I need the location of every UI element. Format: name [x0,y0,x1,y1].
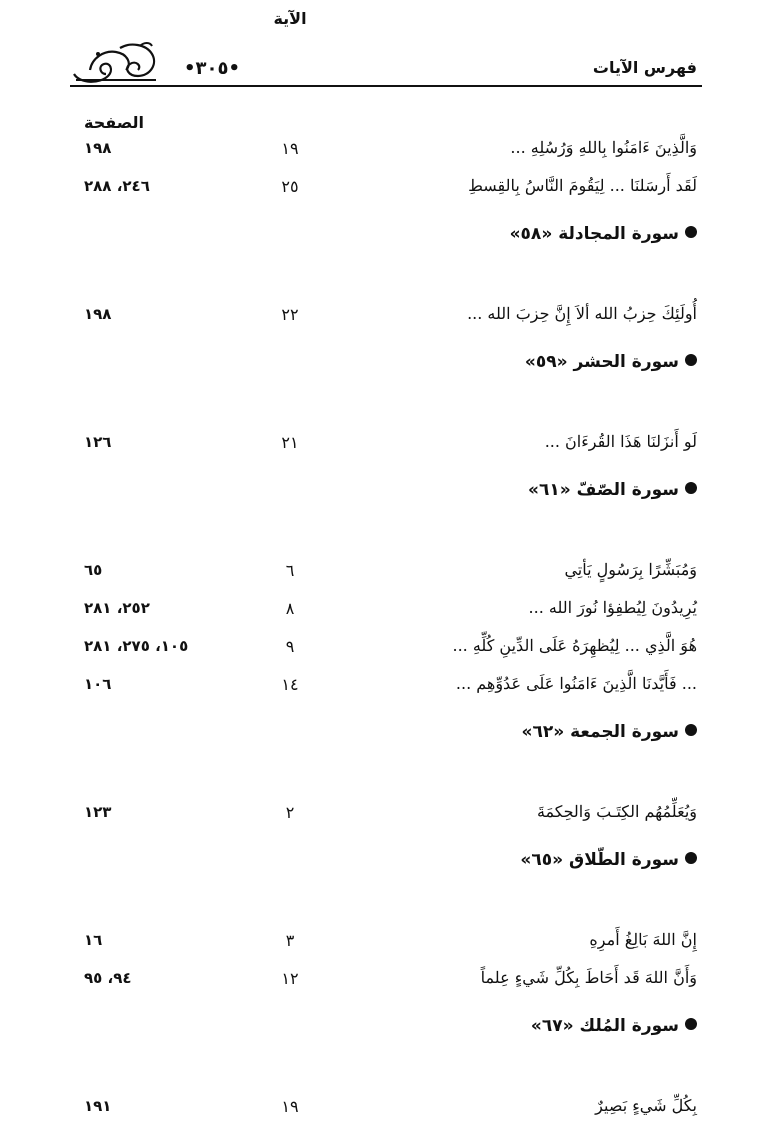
index-row [0,130,779,168]
index-row [0,794,779,832]
surah-title [525,352,697,372]
bullet-icon [685,482,697,494]
verse-text: يُرِيدُونَ لِيُطفِؤا نُورَ الله ... [528,598,697,617]
bullet-icon [685,354,697,366]
index-row [0,960,779,998]
page-numbers: ٢٤٦، ٢٨٨ [84,177,150,195]
surah-heading [0,998,779,1088]
running-title: فهرس الآيات [592,58,697,77]
page-column-header: الصفحة [84,113,145,132]
page-number: •٣٠٥• [184,58,240,79]
page-numbers: ٦٥ [84,561,103,579]
surah-title-text: سورة الطّلاق «٦٥» [520,850,679,870]
bullet-icon [685,852,697,864]
surah-title-text: سورة الجمعة «٦٢» [521,722,679,742]
surah-title [521,722,697,742]
verse-number: ١٩ [281,139,299,158]
bullet-icon [685,724,697,736]
index-row [0,424,779,462]
verse-text: ... فَأَيَّدنَا الَّذِينَ ءَامَنُوا عَلَى عَدُوِّهِم ... [455,674,697,693]
verse-text: لَو أَنزَلنَا هَذَا القُرءَانَ ... [544,432,697,451]
verse-text: أُولَئِكَ حِزبُ الله ألاَ إِنَّ حِزبَ الله ... [467,304,697,323]
index-row [0,296,779,334]
surah-title-text: سورة الصّفّ «٦١» [528,480,679,500]
surah-title [528,480,697,500]
surah-title [520,850,697,870]
surah-title-text: سورة الحشر «٥٩» [524,352,679,372]
floral-ornament-icon [70,40,162,86]
verse-number: ٢٥ [281,177,299,196]
verse-text: وَالَّذِينَ ءَامَنُوا بِاللهِ وَرُسُلِهِ ... [510,138,697,157]
index-row [0,552,779,590]
page-numbers: ١٠٥، ٢٧٥، ٢٨١ [84,637,189,655]
page-header [0,0,779,132]
verse-column-header: الآية [273,9,307,28]
verse-number: ٨ [285,599,295,618]
verse-text: إِنَّ اللهَ بَالِغُ أَمرِهِ [589,930,697,949]
page-numbers: ١٩١ [84,1097,112,1115]
index-row [0,168,779,206]
index-row [0,590,779,628]
verse-text: بِكُلِّ شَيءٍ بَصِيرٌ [595,1096,697,1115]
surah-title-text: سورة المجادلة «٥٨» [509,224,679,244]
verse-text: وَيُعَلِّمُهُم الكِتَـبَ وَالحِكمَةَ [536,802,697,821]
page-numbers: ٢٥٢، ٢٨١ [84,599,150,617]
surah-heading [0,704,779,794]
page-numbers: ١٠٦ [84,675,112,693]
verse-text: هُوَ الَّذِي ... لِيُظهِرَهُ عَلَى الدِّينِ كُلِّهِ ... [452,636,697,655]
verse-number: ١٢ [281,969,299,988]
surah-heading [0,832,779,922]
surah-title [510,224,697,244]
bullet-icon [685,226,697,238]
page-numbers: ١٦ [84,931,103,949]
verse-number: ٢ [285,803,295,822]
index-row [0,1088,779,1126]
verse-number: ١٩ [281,1097,299,1116]
surah-heading [0,462,779,552]
index-row [0,628,779,666]
surah-title-text: سورة المُلك «٦٧» [530,1016,679,1036]
header-rule [70,85,702,87]
index-content [0,130,779,1126]
verse-number: ٢١ [281,433,299,452]
verse-number: ٢٢ [281,305,299,324]
verse-text: وَأَنَّ اللهَ قَد أَحَاطَ بِكُلِّ شَيءٍ عِلماً [480,968,697,987]
verse-number: ٩ [285,637,295,656]
bullet-icon [685,1018,697,1030]
verse-number: ١٤ [281,675,299,694]
page-numbers: ١٢٦ [84,433,112,451]
surah-heading [0,334,779,424]
page-numbers: ١٩٨ [84,305,112,323]
page-numbers: ٩٤، ٩٥ [84,969,132,987]
page-numbers: ١٩٨ [84,139,112,157]
verse-number: ٦ [285,561,295,580]
verse-text: وَمُبَشِّرًا بِرَسُولٍ يَأتِي [564,560,697,579]
surah-title [531,1016,697,1036]
verse-text: لَقَد أَرسَلنَا ... لِيَقُومَ النَّاسُ بِالقِسطِ [468,176,697,195]
page-numbers: ١٢٣ [84,803,112,821]
index-row [0,666,779,704]
verse-number: ٣ [285,931,295,950]
index-row [0,922,779,960]
surah-heading [0,206,779,296]
